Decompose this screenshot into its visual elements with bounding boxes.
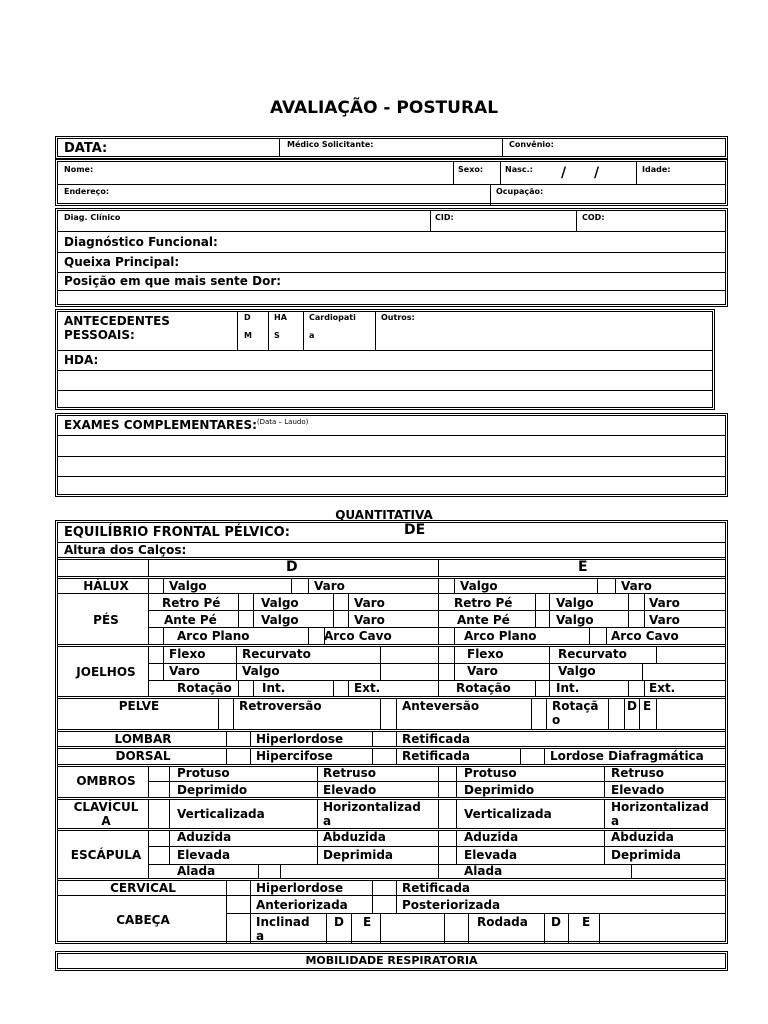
joelhos-label: JOELHOS [76,665,136,679]
pes-d-arco-cavo: Arco Cavo [324,629,392,643]
cabeca-rodada: Rodada [477,915,528,929]
clavicula-d-horizontalizada-2: a [323,814,332,828]
lombar-retificada: Retificada [402,732,471,746]
nome-label[interactable]: Nome: [64,165,94,174]
halux-label: HÁLUX [83,579,129,593]
pes-e-arco-cavo: Arco Cavo [611,629,679,643]
dorsal-hipercifose: Hipercifose [256,749,333,763]
pes-d-ante: Ante Pé [164,613,217,627]
antecedentes-label-2: PESSOAIS: [64,328,135,342]
pes-d-retro-varo: Varo [354,596,385,610]
antecedentes-label-1: ANTECEDENTES [64,314,170,328]
clinical-block [55,208,728,307]
pes-d-ante-varo: Varo [354,613,385,627]
exames-block [55,413,728,497]
cervical-label: CERVICAL [110,881,176,895]
pes-e-arco-plano: Arco Plano [464,629,537,643]
pelve-rotacao-2: o [552,713,561,727]
halux-e-valgo: Valgo [460,579,498,593]
cervical-retificada: Retificada [402,881,471,895]
pelve-d: D [627,699,637,713]
joelhos-d-rotacao: Rotação [177,681,232,695]
escapula-e-deprimida: Deprimida [611,848,682,862]
cabeca-rodada-d: D [551,915,561,929]
nasc-slash-1: / [561,165,567,181]
diag-funcional-label[interactable]: Diagnóstico Funcional: [64,235,218,249]
cervical-hiperlordose: Hiperlordose [256,881,344,895]
cabeca-rodada-e: E [582,915,591,929]
pes-label: PÉS [93,613,119,627]
patient-block [55,159,728,206]
joelhos-e-rotacao: Rotação [456,681,511,695]
joelhos-d-flexo: Flexo [169,647,206,661]
joelhos-d-varo: Varo [169,664,200,678]
ombros-d-retruso: Retruso [323,766,376,780]
halux-d-varo: Varo [314,579,345,593]
lombar-hiperlordose: Hiperlordose [256,732,344,746]
clavicula-label-1: CLAVÍCUL [73,800,139,814]
pes-e-retro-varo: Varo [649,596,680,610]
joelhos-d-int: Int. [262,681,286,695]
idade-label[interactable]: Idade: [642,165,671,174]
pelve-retroversao: Retroversão [239,699,322,713]
pes-e-retro: Retro Pé [454,596,513,610]
halux-e-varo: Varo [621,579,652,593]
ombros-e-retruso: Retruso [611,766,664,780]
side-e-header: E [578,559,588,575]
pes-e-ante-varo: Varo [649,613,680,627]
ombros-d-elevado: Elevado [323,783,377,797]
dorsal-lordose-diafragmatica: Lordose Diafragmática [550,749,704,763]
escapula-d-abduzida: Abduzida [323,830,386,844]
joelhos-e-flexo: Flexo [467,647,504,661]
equilibrio-label: EQUILÍBRIO FRONTAL PÉLVICO: [64,525,290,540]
lombar-label: LOMBAR [114,732,172,746]
ombros-d-protuso: Protuso [177,766,230,780]
clavicula-d-horizontalizada-1: Horizontalizad [323,800,421,814]
joelhos-e-int: Int. [556,681,580,695]
pelve-rotacao-1: Rotaçã [552,699,599,713]
pelve-e: E [643,699,652,713]
mobilidade-respiratoria-header: MOBILIDADE RESPIRATORIA [55,951,728,971]
joelhos-e-varo: Varo [467,664,498,678]
exames-text: EXAMES COMPLEMENTARES: [64,418,257,432]
escapula-label: ESCÁPULA [70,848,142,862]
equilibrio-de: DE [404,522,426,538]
joelhos-d-ext: Ext. [354,681,381,695]
clavicula-d-verticalizada: Verticalizada [177,807,265,821]
hda-label[interactable]: HDA: [64,353,99,367]
joelhos-d-valgo: Valgo [242,664,280,678]
exames-note: (Data – Laudo) [256,418,309,426]
cod-label[interactable]: COD: [582,213,605,222]
nasc-slash-2: / [594,165,600,181]
dorsal-label: DORSAL [115,749,171,763]
cabeca-label: CABEÇA [116,913,170,927]
pes-e-ante: Ante Pé [457,613,510,627]
escapula-d-alada: Alada [177,864,216,878]
escapula-e-alada: Alada [464,864,503,878]
page-title: AVALIAÇÃO - POSTURAL [269,98,499,118]
escapula-e-abduzida: Abduzida [611,830,674,844]
posicao-label[interactable]: Posição em que mais sente Dor: [64,274,282,288]
diag-clinico-label[interactable]: Diag. Clínico [64,213,121,222]
escapula-e-aduzida: Aduzida [464,830,519,844]
clavicula-e-horizontalizada-1: Horizontalizad [611,800,709,814]
cabeca-inclinada-2: a [256,929,265,943]
antecedentes-m: M [244,331,252,340]
halux-d-valgo: Valgo [169,579,207,593]
quantitativa-title: QUANTITATIVA [335,508,433,522]
escapula-d-aduzida: Aduzida [177,830,232,844]
antecedentes-cardio-1: Cardiopati [309,313,356,322]
pelve-label: PELVE [118,699,160,713]
cid-label[interactable]: CID: [435,213,454,222]
cabeca-inclinada-d: D [334,915,344,929]
antecedentes-block [55,309,715,410]
cabeca-inclinada-1: Inclinad [256,915,310,929]
pes-e-retro-valgo: Valgo [556,596,594,610]
queixa-label[interactable]: Queixa Principal: [64,255,180,269]
antecedentes-d: D [244,313,251,322]
pes-d-retro: Retro Pé [162,596,221,610]
cabeca-inclinada-e: E [363,915,372,929]
exames-label [64,418,308,432]
ombros-e-elevado: Elevado [611,783,665,797]
nasc-label[interactable]: Nasc.: [505,165,533,174]
antecedentes-ha: HA [274,313,287,322]
pes-d-retro-valgo: Valgo [261,596,299,610]
clavicula-label-2: A [101,814,111,828]
ombros-e-deprimido: Deprimido [464,783,535,797]
sexo-label[interactable]: Sexo: [458,165,484,174]
endereco-label[interactable]: Endereço: [64,187,110,196]
antecedentes-s: S [274,331,280,340]
quantitativa-grid [55,520,728,944]
side-d-header: D [286,559,298,575]
altura-label: Altura dos Calços: [64,543,187,557]
pelve-anteversao: Anteversão [402,699,480,713]
antecedentes-outros: Outros: [381,313,415,322]
joelhos-e-ext: Ext. [649,681,676,695]
joelhos-e-valgo: Valgo [558,664,596,678]
pes-e-ante-valgo: Valgo [556,613,594,627]
ombros-label: OMBROS [76,774,136,788]
escapula-d-elevada: Elevada [177,848,231,862]
cabeca-anteriorizada: Anteriorizada [256,898,348,912]
escapula-e-elevada: Elevada [464,848,518,862]
data-label: DATA: [64,141,108,156]
ocupacao-label[interactable]: Ocupação: [496,187,544,196]
medico-label: Médico Solicitante: [287,140,374,149]
joelhos-d-recurvato: Recurvato [242,647,311,661]
clavicula-e-verticalizada: Verticalizada [464,807,552,821]
clavicula-e-horizontalizada-2: a [611,814,620,828]
header-block [55,136,728,159]
convenio-label: Convênio: [509,140,554,149]
cabeca-posteriorizada: Posteriorizada [402,898,501,912]
escapula-d-deprimida: Deprimida [323,848,394,862]
ombros-e-protuso: Protuso [464,766,517,780]
ombros-d-deprimido: Deprimido [177,783,248,797]
pes-d-ante-valgo: Valgo [261,613,299,627]
joelhos-e-recurvato: Recurvato [558,647,627,661]
dorsal-retificada: Retificada [402,749,471,763]
pes-d-arco-plano: Arco Plano [177,629,250,643]
antecedentes-cardio-2: a [309,331,315,340]
